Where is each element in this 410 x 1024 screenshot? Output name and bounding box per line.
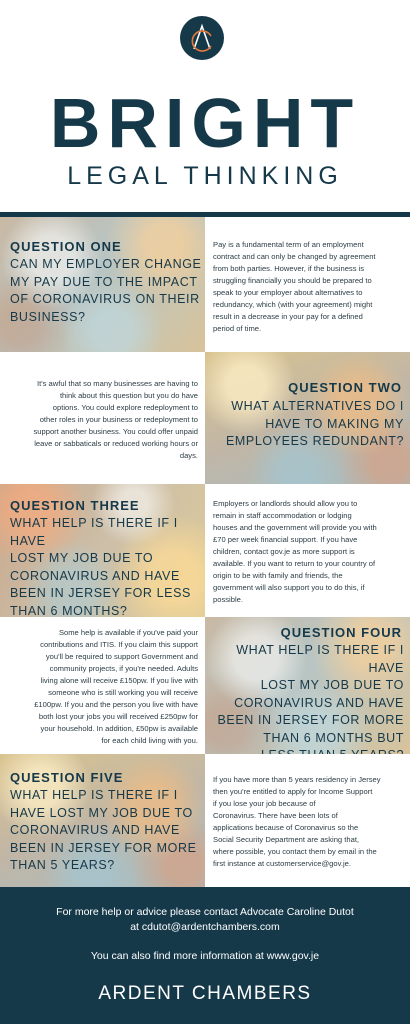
question-one-row xyxy=(0,217,410,352)
answer-line: government will also support you to do this, if xyxy=(213,583,365,592)
answer-line: speak to your employer about alternatives to xyxy=(213,288,363,297)
question-line: WHAT ALTERNATIVES DO I xyxy=(231,399,404,413)
question-four-row xyxy=(0,617,410,754)
answer-line: remain in staff accommodation or lodging xyxy=(213,511,352,520)
answer-line: origin to be with family and friends, the xyxy=(213,571,343,580)
answer-line: period of time. xyxy=(213,324,262,333)
answer-line: days. xyxy=(179,451,198,460)
answer-line: for each child living with you. xyxy=(101,736,198,745)
answer-three-panel xyxy=(205,484,410,617)
answer-line: It's awful that so many businesses are having to xyxy=(36,379,198,388)
answer-line: £100pw. If you and the person you live with have xyxy=(34,700,198,709)
question-line: LOST MY JOB DUE TO xyxy=(10,551,154,565)
answer-line: possible. xyxy=(213,595,243,604)
question-line: BEEN IN JERSEY FOR LESS xyxy=(10,586,191,600)
answer-line: if you lose your job because of xyxy=(213,799,316,808)
answer-line: where possible, you contact them by email in the xyxy=(213,847,377,856)
answer-two-panel xyxy=(0,352,205,484)
question-line: CORONAVIRUS AND HAVE xyxy=(10,823,180,837)
answer-line: community projects, if you're needed. Adults xyxy=(49,664,198,673)
question-three-row xyxy=(0,484,410,617)
question-line: WHAT HELP IS THERE IF I xyxy=(10,788,178,802)
answer-line: your household. In addition, £50pw is available xyxy=(40,724,198,733)
question-two-row xyxy=(0,352,410,484)
question-line: LOST MY JOB DUE TO xyxy=(260,678,404,692)
answer-line: Coronavirus. There have been lots of xyxy=(213,811,338,820)
answer-line: contributions and ITIS. If you claim this support xyxy=(40,640,198,649)
answer-line: other roles in your business or redeployment to xyxy=(39,415,198,424)
answer-line: Some help is available if you've paid your xyxy=(58,628,198,637)
question-line: THAN 6 MONTHS BUT xyxy=(263,730,404,745)
gov-info-line[interactable]: You can also find more information at www.gov.je xyxy=(90,950,320,962)
footer-brand: ARDENT CHAMBERS xyxy=(98,983,312,1004)
answer-line: Social Security Department are asking that, xyxy=(213,835,360,844)
question-label: QUESTION FIVE xyxy=(10,770,124,785)
answer-text xyxy=(213,498,408,606)
footer xyxy=(0,887,410,1024)
answer-one-panel xyxy=(205,217,410,352)
answer-line: result in a decrease in your pay for a defined xyxy=(213,312,363,321)
answer-line: Pay is a fundamental term of an employment xyxy=(213,240,364,249)
page-subtitle: LEGAL THINKING xyxy=(67,162,343,190)
question-line: OF CORONAVIRUS ON THEIR xyxy=(10,292,200,306)
answer-line: available. If you want to return to your country of xyxy=(213,559,376,568)
question-label: QUESTION TWO xyxy=(288,380,402,395)
question-line: WHAT HELP IS THERE IF I HAVE xyxy=(236,643,404,675)
answer-line: someone who is still working you will receive xyxy=(48,688,198,697)
question-line: HAVE LOST MY JOB DUE TO xyxy=(10,805,193,820)
question-label: QUESTION ONE xyxy=(10,239,122,254)
question-label: QUESTION THREE xyxy=(10,498,140,513)
question-text xyxy=(10,787,204,875)
question-line: HAVE TO MAKING MY xyxy=(265,416,404,431)
question-line: CAN MY EMPLOYER CHANGE xyxy=(10,257,202,271)
answer-line: applications because of Coronavirus so the xyxy=(213,823,359,832)
answer-line: first instance at customerservice@gov.je. xyxy=(213,859,351,868)
answer-text xyxy=(4,627,198,747)
question-line: WHAT HELP IS THERE IF I HAVE xyxy=(10,516,178,548)
question-line: EMPLOYEES REDUNDANT? xyxy=(225,434,404,448)
answer-four-panel xyxy=(0,617,205,754)
answer-line: think about this question but you do have xyxy=(59,391,198,400)
answer-text xyxy=(4,378,198,462)
answer-line: living alone will receive £150pw. If you live with xyxy=(40,676,198,685)
question-line: BEEN IN JERSEY FOR MORE xyxy=(10,840,197,855)
question-line: CORONAVIRUS AND HAVE xyxy=(10,568,180,583)
answer-line: leave or sabbaticals or reduced working hours or xyxy=(34,439,198,448)
answer-line: you'll be required to support Government and xyxy=(45,652,198,661)
answer-text xyxy=(213,239,408,335)
page-title: BRIGHT xyxy=(49,84,361,162)
ardent-chambers-logo xyxy=(180,16,224,60)
question-line: CORONAVIRUS AND HAVE xyxy=(234,695,404,710)
question-text xyxy=(204,642,404,765)
answer-line: contract and can only be changed by agreement xyxy=(213,252,376,261)
question-line: BUSINESS? xyxy=(10,309,86,324)
answer-line: Employers or landlords should allow you to xyxy=(213,499,358,508)
header xyxy=(0,0,410,217)
answer-line: children, contact gov.je as more support is xyxy=(213,547,355,556)
contact-line: For more help or advice please contact Advocate Caroline Dutot xyxy=(56,906,354,918)
question-line: THAN 5 YEARS? xyxy=(10,858,115,872)
question-text xyxy=(10,256,202,326)
question-line: THAN 6 MONTHS? xyxy=(10,603,128,618)
question-line: MY PAY DUE TO THE IMPACT xyxy=(10,274,198,289)
question-three-panel xyxy=(0,484,205,617)
answer-line: struggling financially you should be prepared to xyxy=(213,276,372,285)
question-label: QUESTION FOUR xyxy=(280,625,402,640)
question-five-panel xyxy=(0,754,205,887)
question-line: BEEN IN JERSEY FOR MORE xyxy=(217,713,404,727)
question-four-panel xyxy=(205,617,410,754)
question-five-row xyxy=(0,754,410,887)
question-two-panel xyxy=(205,352,410,484)
question-text xyxy=(10,515,204,620)
answer-line: redundancy, which (with your agreement) might xyxy=(213,300,373,309)
answer-line: then you're entitled to apply for Income Support xyxy=(213,787,373,796)
answer-line: both lost your jobs you will received £250pw for xyxy=(38,712,198,721)
question-one-panel xyxy=(0,217,205,352)
contact-email[interactable]: at cdutot@ardentchambers.com xyxy=(130,921,280,933)
question-text xyxy=(208,398,404,451)
answer-five-panel xyxy=(205,754,410,887)
answer-line: £70 per week financial support. If you have xyxy=(213,535,358,544)
answer-line: from both parties. However, if the business is xyxy=(213,264,365,273)
answer-line: If you have more than 5 years residency in Jersey xyxy=(213,775,381,784)
answer-text xyxy=(213,774,408,870)
answer-line: options. You could explore redeployment to xyxy=(52,403,198,412)
answer-line: houses and the government will provide you with xyxy=(213,523,377,532)
answer-line: support another business. You could offer unpaid xyxy=(33,427,198,436)
